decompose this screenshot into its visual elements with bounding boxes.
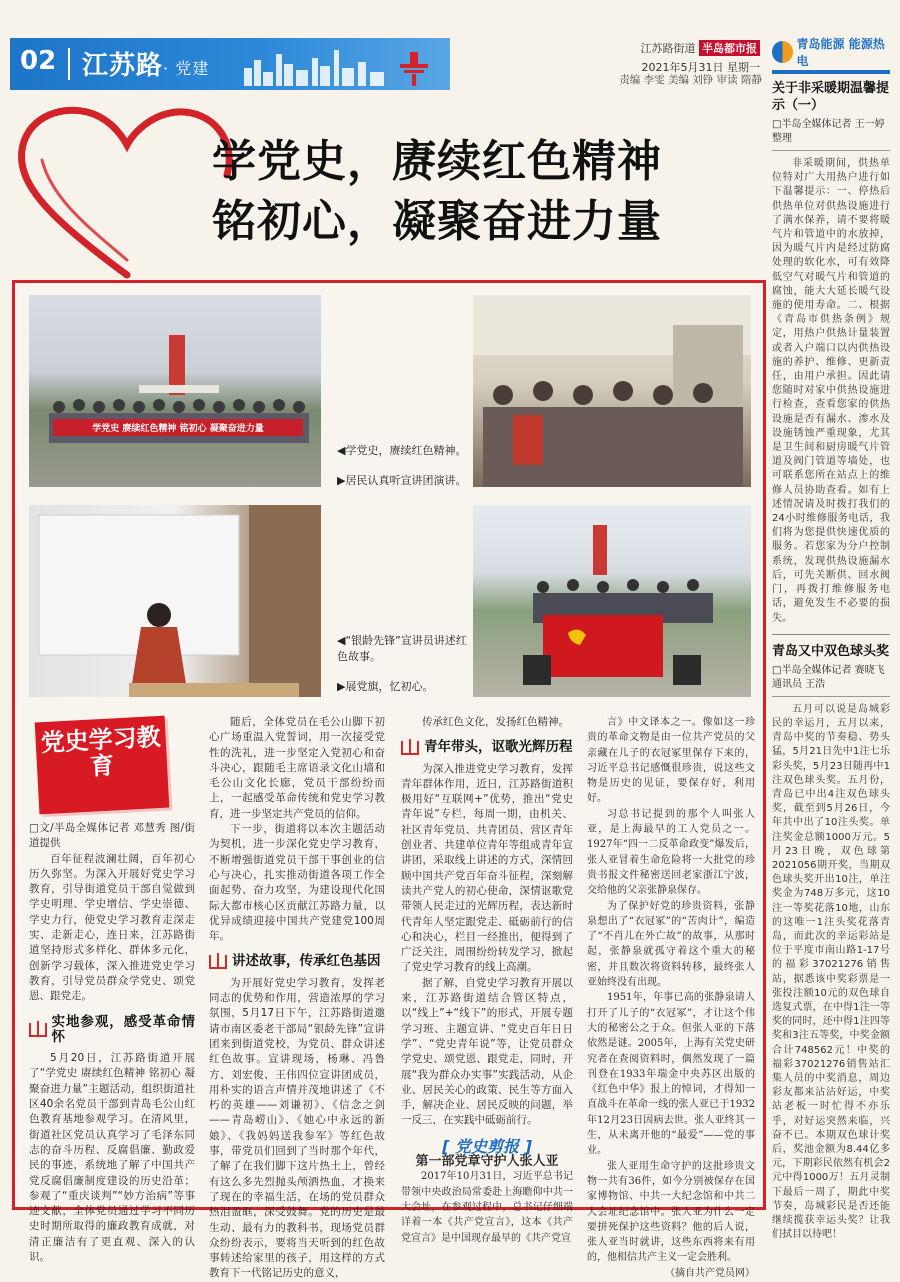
paper-name: 江苏路街道 xyxy=(640,42,696,55)
col3-paragraph-1: 传承红色文化，发扬红色精神。 xyxy=(422,716,569,728)
sidebar-story-2-title: 青岛又中双色球头奖 xyxy=(772,643,890,659)
energy-logo-text: 青岛能源 能源热电 xyxy=(796,37,885,68)
column-badge: 党史学习教育 xyxy=(35,716,170,815)
photo-speaker xyxy=(29,505,321,697)
sidebar-bar xyxy=(772,70,890,74)
sidebar-story-1-byline: □半岛全媒体记者 王一婷 整理 xyxy=(772,118,890,151)
sidebar-divider xyxy=(772,634,890,635)
col4-paragraph-5: 张人亚用生命守护的这批珍贵文物一共有36件，如今分别被保存在国家博物馆、中共一大纪念馆和中共二大会址纪念馆中。张人亚为什么一定要拼死保护这些资料？他的后人说，张人亚当时就讲，这些东西将来有用的，他相信共产主义一定会胜利。 xyxy=(587,1160,755,1264)
main-headline xyxy=(212,132,662,252)
photo-party-flag xyxy=(473,505,751,697)
sidebar-story-2-body xyxy=(772,703,890,1243)
section-header xyxy=(10,38,450,90)
page-number: 02 xyxy=(20,46,57,76)
col2-paragraph-2: 下一步，街道将以本次主题活动为契机，进一步深化党史学习教育，不断增强街道党员干部干事创业的信心与决心，扎实推动街道各项工作全面起势、奋力攻坚，为建设现代化国际大都市核心区贡献江苏路力量，以优异成绩迎接中国共产党建党100周年。 xyxy=(209,823,385,943)
headline-line-1: 学党史，赓续红色精神 xyxy=(212,136,662,187)
section-1-heading xyxy=(29,1015,195,1046)
col4-paragraph-1: 言》中文译本之一。像如这一珍贵的革命文物是由一位共产党员的父亲藏在儿子的衣冠冢里保存下来的，习近平总书记感慨很珍贵，说这些文物是历史的见证，要保存好，利用好。 xyxy=(587,717,755,805)
col4-paragraph-2: 习总书记提到的那个人叫张人亚，是上海最早的工人党员之一。1927年“四一二反革命政变”爆发后，张人亚冒着生命危险将一大批党的珍贵书报文件秘密送回老家浙江宁波，交给他的父亲张静泉保存。 xyxy=(587,808,755,897)
caption-bottom xyxy=(337,633,477,695)
section-3-title: 青年带头，讴歌光辉历程 xyxy=(424,739,573,756)
section-3-heading xyxy=(401,740,573,755)
section-3-body: 为深入推进党史学习教育，发挥青年群体作用，近日，江苏路街道积极用好“互联网+”优势，推出“党史青年说”专栏，每周一期，由机关、社区青年党员、共青团员、营区青年创业者、共建单位青年等组成青年宣讲团，采取线上讲述的方式，深情回顾中国共产党百年奋斗征程，深刻解读共产党人的初心使命，深情讴歌党带领人民走过的光辉历程，表达新时代青年人坚定跟党走、砥砺前行的信心和决心，栏目一经推出，便得到了广泛关注，周围纷纷转发学习，掀起了党史学习教育的线上高潮。 xyxy=(401,762,573,974)
energy-logo xyxy=(772,36,890,68)
feature-frame xyxy=(12,280,766,1280)
caption-bottom-2: ▶展党旗，忆初心。 xyxy=(337,680,434,693)
article-column-2 xyxy=(209,715,385,1282)
section-1-body: 5月20日，江苏路街道开展了“学党史 赓续红色精神 铭初心 凝聚奋进力量”主题活动，组织街道社区40余名党员干部到青岛毛公山红色教育基地参观学习。在清风里，街道社区党员认真学习了毛泽东同志的奋斗历程、反腐倡廉、勤政爱民的事迹，系统地了解了中国共产党反腐倡廉制度建设的历史沿革；参观了“重庆谈判”“妙方治病”等事迹文献，全体党员通过学习不同历史时期所取得的廉政教育成就，对清正廉洁有了更直观、深入的认识。 xyxy=(29,1052,195,1264)
headline-line-2: 铭初心，凝聚奋进力量 xyxy=(212,196,662,247)
section-2-body: 为开展好党史学习教育，发挥老同志的优势和作用，营造浓厚的学习氛围，5月17日下午，江苏路街道邀请市南区委老干部局“银龄先锋”宣讲团来到街道党校，为党员、群众讲述红色故事。宣讲现场，杨琳、冯鲁方、刘宏俊、王伟四位宣讲团成员，用朴实的语言声情并茂地讲述了《不朽的英雄——刘谦初》、《信念之剑——青岛崂山》、《她心中永远的新娘》、《我妈妈送我参军》等红色故事，带党员们回到了当时那个年代，了解了在我们脚下这片热土上，曾经有这么多先烈抛头颅洒热血，才换来了现在的幸福生活，在场的党员群众热泪盈眶，深受鼓舞。党的历史是最生动、最有力的教科书，现场党员群众纷纷表示，要将当天听到的红色故事转述给家里的孩子，用这样的方式教育下一代铭记历史的意义， xyxy=(209,976,385,1280)
section-2-title: 讲述故事，传承红色基因 xyxy=(232,953,381,970)
audience-photo-illustration xyxy=(473,295,751,487)
paper-brand: 半岛都市报 xyxy=(699,40,760,56)
section-title-sub: · 党建 xyxy=(163,59,210,78)
book-icon xyxy=(209,955,227,969)
book-icon xyxy=(29,1023,47,1037)
photo-group-monument xyxy=(29,295,321,487)
header-divider xyxy=(68,48,70,80)
sidebar-story-2-text: 五月可以说是岛城彩民的幸运月，五月以来，青岛中奖的节奏稳、势头猛，5月21日先中1注七乐彩头奖，5月23日随再中1注双色球头奖。五月份，青岛已中出4注双色球头奖，截至到5月26日，今年共中出了10注头奖。单注奖金总额1000万元。5月23日晚，双色球第2021056期开奖，当期双色球头奖开出10注，单注奖金为748万多元，这10注一等奖花落10地，山东的这唯一1注头奖花落青岛，而此次的幸运彩站是位于平度市南山路1-17号的福彩37021276销售站，据悉该中奖彩票是一张投注额10元的双色球自选复式票，在中得1注一等奖的同时，还中得1注四等奖和3注五等奖，中奖金额合计748562元！中奖的福彩37021276销售站汇集人员的中奖消息，周边彩友都来沾沾好运，中奖站老板一时忙得不亦乐乎，对好运突然来临，兴奋不已。本期双色球计奖后，奖池金额为8.44亿多元，下期彩民依然有机会2元中得1000万！五月灵制下最后一周了，期此中奖节奏，岛城彩民是否还能继续揽获幸运头奖？让我们拭目以待吧！ xyxy=(772,703,890,1241)
sidebar-story-1-text: 非采暖期间，供热单位特对广大用热户进行如下温馨提示：一、停热后供热单位对供热设施进行了满水保养，请不要将暖气片和管道中的水放掉，因为暖气片内是经过防腐处理的软化水，可有效降低空气对暖气片和管道的腐蚀，能大大延长暖气设施的使用寿命。二、根据《青岛市供热条例》规定，用热户供热计量装置或者入户端口以内供热设施的养护、维修、更新责任，由用户承担。因此请您随时对家中供热设施进行检查，查看您家的供热设施是否有漏水、渗水及设施锈蚀严重现象，尤其是卫生间和厨房暖气片管道及阀门管道等墙处，也可联系您所在站点上的维修人员协助查看。如有上述情况请及时拨打我们的24小时维修服务电话，我们将为您提供快速优质的服务。若您家为分户控制系统，发现供热设施漏水后，可先关断供、回水阀门，再拨打维修服务电话，避免发生不必要的损失。 xyxy=(772,158,890,624)
flag-photo-illustration xyxy=(473,505,751,697)
col3-paragraph-2: 据了解，自党史学习教育开展以来，江苏路街道结合管区特点，以“线上”+“线下”的形式，开展专题学习班、主题宣讲、“党史百年日日学”、“党史青年说”等，让党员群众学党史、颂党恩、跟党走，同时，开展“我为群众办实事”实践活动，从企业、居民关心的政策、民生等方面入手，解决企业、居民反映的问题，举一反三，在实践中砥砺前行。 xyxy=(401,976,573,1127)
article-column-4 xyxy=(587,715,755,1281)
section-title-main: 江苏路 xyxy=(82,51,164,81)
caption-top-1: ◀学党史，赓续红色精神。 xyxy=(337,444,467,457)
book-icon xyxy=(401,741,419,755)
paper-masthead xyxy=(610,40,760,75)
section-2-heading xyxy=(209,954,385,969)
article-column-1 xyxy=(29,715,195,1265)
caption-bottom-1: ◀“银龄先锋”宣讲员讲述红色故事。 xyxy=(337,634,467,663)
col4-paragraph-3: 为了保护好党的珍贵资料，张静泉想出了“衣冠冢”的“苦肉计”，编造了“不肖儿在外亡故”的故事，从那时起，张静泉就孤守着这个重大的秘密，并且数次将资料转移，最终张人亚始终没有出现。 xyxy=(587,900,755,989)
clip-headline: 第一部党章守护人张人亚 xyxy=(415,1154,559,1170)
caption-top xyxy=(337,443,477,489)
section-1-title: 实地参观，感受革命情怀 xyxy=(51,1013,195,1045)
col4-paragraph-4: 1951年，年事已高的张静泉请人打开了儿子的“衣冠冢”，才让这个伟大的秘密公之于众。但张人亚的下落依然是谜。2005年，上海有关党史研究者在查阅资料时，偶然发现了一篇刊登在1933年瑞金中央苏区出版的《红色中华》报上的悼词，才得知一直战斗在革命一线的张人亚已于1932年12月23日因病去世。张人亚终其一生，从未离开他的“最爱”——党的事业。 xyxy=(587,992,755,1157)
energy-logo-icon xyxy=(772,41,793,63)
col4-source: （摘自共产党员网） xyxy=(665,1267,755,1279)
photo-banner: 学党史 赓续红色精神 铭初心 凝聚奋进力量 xyxy=(53,419,303,436)
photo-audience xyxy=(473,295,751,487)
article-column-3 xyxy=(401,715,573,1246)
sidebar-story-2-byline: □半岛全媒体记者 赛晓飞 通讯员 王浩 xyxy=(772,664,890,697)
section-title xyxy=(82,45,209,82)
sidebar-story-1-title: 关于非采暖期温馨提示（一） xyxy=(772,81,890,113)
issue-date: 2021年5月31日 星期一 xyxy=(641,61,760,74)
article-intro: 百年征程波澜壮阔，百年初心历久弥坚。为深入开展好党史学习教育，引导街道党员干部自觉做到学史明理、学史增信、学史崇德、学史力行，使党史学习教育走深走实、走新走心，连日来，江苏路街道坚持形式多样化、群体多元化，创新学习载体，深入推进党史学习教育，引导党员群众学党史、颂党恩、跟党走。 xyxy=(29,852,195,1003)
article-byline: □文/半岛全媒体记者 邓慧秀 图/街道提供 xyxy=(29,822,195,850)
heart-decoration-icon xyxy=(12,100,242,290)
right-sidebar xyxy=(772,36,890,1241)
caption-top-2: ▶居民认真听宣讲团演讲。 xyxy=(337,474,467,487)
speaker-photo-illustration xyxy=(29,505,321,697)
group-photo-illustration xyxy=(29,295,321,487)
clip-column-title: [ 党史剪报 ] xyxy=(442,1136,532,1156)
sidebar-story-1-body xyxy=(772,157,890,626)
city-skyline-icon xyxy=(240,46,440,86)
clip-paragraph-1: 2017年10月31日，习近平总书记带领中央政治局常委赴上海瞻仰中共一大会址，在参观过程中，总书记仔细端详着一本《共产党宣言》，这本《共产党宣言》是中国现存最早的《共产党宣 xyxy=(401,1171,573,1244)
editors-line: 责编 李雯 美编 刘铮 审读 隋静 xyxy=(619,74,762,86)
col2-paragraph-1: 随后，全体党员在毛公山脚下初心广场重温入党誓词，用一次接受党性的洗礼，进一步坚定入党初心和奋斗决心，跟随毛主席语录文化山墙和毛公山文化长廊，党员干部纷纷而上，一起感受革命传统和党史学习教育，进一步坚定共产党员的信仰。 xyxy=(209,716,385,820)
